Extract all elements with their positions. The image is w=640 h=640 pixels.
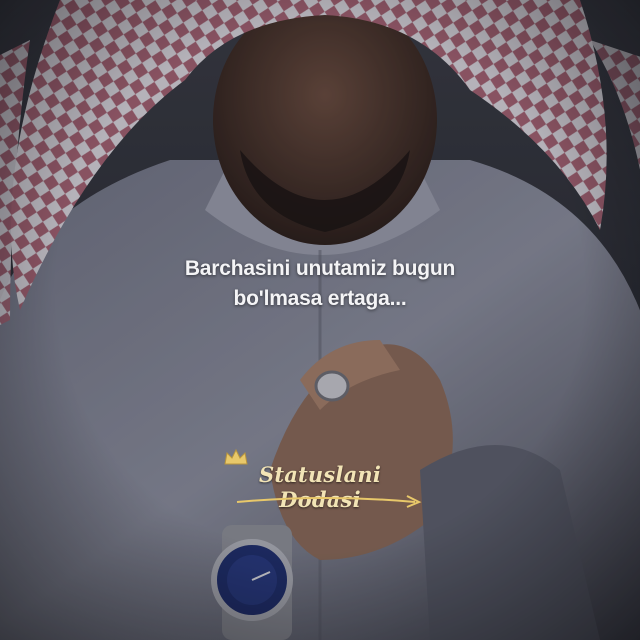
brand-name: Statuslani Dodasi	[258, 462, 382, 512]
quote-line-1: Barchasini unutamiz bugun	[184, 257, 456, 280]
brand-watermark	[215, 448, 425, 518]
quote-text	[0, 254, 640, 314]
quote-line-2: bo'lmasa ertaga...	[233, 287, 407, 310]
underline-swoosh-icon	[235, 490, 425, 512]
